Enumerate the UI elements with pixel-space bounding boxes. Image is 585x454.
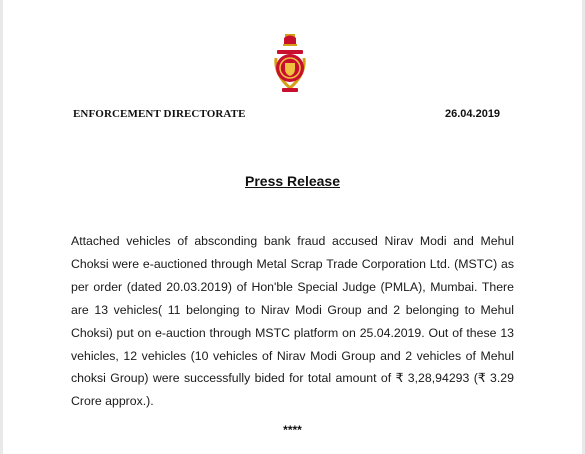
page-title: Press Release [245,173,340,189]
enforcement-directorate-emblem-icon [268,32,312,94]
organization-name: ENFORCEMENT DIRECTORATE [73,108,246,120]
end-marker: **** [283,423,302,437]
press-release-body: Attached vehicles of absconding bank fraud accused Nirav Modi and Mehul Choksi were e-auctioned through Metal Scrap Trade Corporation Ltd. (MSTC) as per order (dated 20.03.2019) of Hon'ble Special Judge (PMLA), Mumbai. There are 13 vehicles( 11 belonging to Nirav Modi Group and 2 belonging to Mehul Choksi) put on e-auction through MSTC platform on 25.04.2019. Out of these 13 vehicles, 12 vehicles (10 vehicles of Nirav Modi Group and 2 vehicles of Mehul choksi Group) were successfully bided for total amount of ₹ 3,28,94293 (₹ 3.29 Crore approx.). [71,234,514,409]
document-page [3,0,582,454]
release-date: 26.04.2019 [445,108,501,120]
